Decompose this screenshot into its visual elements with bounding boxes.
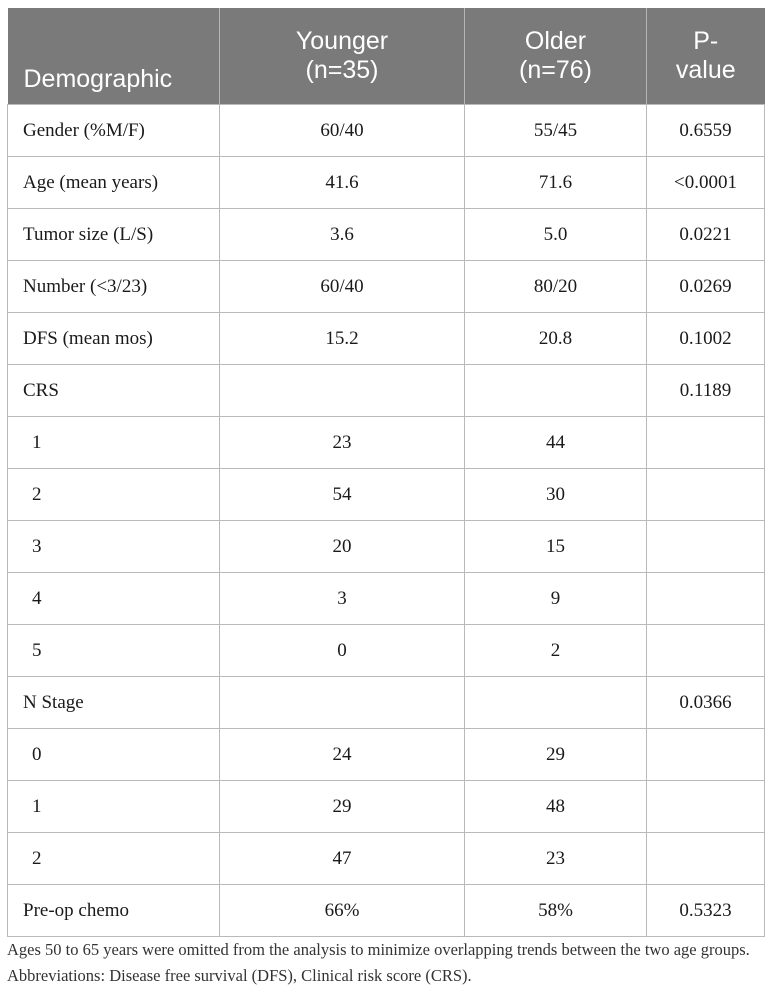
older-value-cell: 80/20: [465, 261, 647, 313]
younger-value-cell: 3: [220, 573, 465, 625]
row-label-cell: 0: [8, 729, 220, 781]
demographics-table-container: [7, 8, 764, 937]
younger-value-cell: 15.2: [220, 313, 465, 365]
younger-value-cell: 29: [220, 781, 465, 833]
table-row: [8, 521, 765, 573]
table-row: [8, 573, 765, 625]
row-label-cell: Pre-op chemo: [8, 885, 220, 937]
table-row: [8, 209, 765, 261]
younger-value-cell: 60/40: [220, 105, 465, 157]
older-value-cell: 55/45: [465, 105, 647, 157]
table-row: [8, 417, 765, 469]
header-row: [8, 8, 765, 105]
p-value-cell: <0.0001: [647, 157, 765, 209]
younger-value-cell: 41.6: [220, 157, 465, 209]
header-line: (n=76): [519, 56, 592, 84]
header-line: value: [675, 56, 736, 84]
older-value-cell: 15: [465, 521, 647, 573]
table-row: [8, 157, 765, 209]
row-label-cell: 2: [8, 833, 220, 885]
row-label-cell: CRS: [8, 365, 220, 417]
table-row: [8, 365, 765, 417]
table-footnote: Ages 50 to 65 years were omitted from the analysis to minimize overlapping trends between the two age groups. Abbreviations: Disease free survival (DFS), Clinical risk score (CRS).: [7, 940, 750, 985]
older-value-cell: 44: [465, 417, 647, 469]
p-value-cell: [647, 781, 765, 833]
row-label-cell: 1: [8, 417, 220, 469]
table-row: [8, 261, 765, 313]
p-value-cell: 0.5323: [647, 885, 765, 937]
row-label-cell: 3: [8, 521, 220, 573]
row-label-cell: Age (mean years): [8, 157, 220, 209]
table-row: [8, 729, 765, 781]
header-line: Older: [524, 27, 587, 55]
younger-value-cell: 0: [220, 625, 465, 677]
row-label-cell: Gender (%M/F): [8, 105, 220, 157]
table-row: [8, 105, 765, 157]
table-body: [8, 105, 765, 937]
row-label-cell: Number (<3/23): [8, 261, 220, 313]
p-value-cell: [647, 469, 765, 521]
table-header: [8, 8, 765, 105]
header-line: P-: [693, 27, 719, 55]
p-value-cell: 0.0221: [647, 209, 765, 261]
p-value-cell: 0.1189: [647, 365, 765, 417]
p-value-cell: [647, 573, 765, 625]
header-line: (n=35): [305, 56, 379, 84]
older-value-cell: [465, 677, 647, 729]
p-value-cell: [647, 729, 765, 781]
header-older: [465, 8, 647, 105]
table-row: [8, 833, 765, 885]
younger-value-cell: 47: [220, 833, 465, 885]
demographics-table: [7, 8, 765, 937]
header-line: Demographic: [23, 65, 173, 93]
p-value-cell: [647, 625, 765, 677]
younger-value-cell: 20: [220, 521, 465, 573]
row-label-cell: 1: [8, 781, 220, 833]
header-line: Younger: [295, 27, 389, 55]
header-p-value: [647, 8, 765, 105]
row-label-cell: N Stage: [8, 677, 220, 729]
p-value-cell: 0.6559: [647, 105, 765, 157]
row-label-cell: 4: [8, 573, 220, 625]
older-value-cell: 48: [465, 781, 647, 833]
table-row: [8, 313, 765, 365]
row-label-cell: DFS (mean mos): [8, 313, 220, 365]
p-value-cell: 0.1002: [647, 313, 765, 365]
row-label-cell: 5: [8, 625, 220, 677]
table-row: [8, 781, 765, 833]
header-demographic: [8, 8, 220, 105]
p-value-cell: [647, 417, 765, 469]
younger-value-cell: [220, 677, 465, 729]
older-value-cell: 58%: [465, 885, 647, 937]
older-value-cell: 30: [465, 469, 647, 521]
p-value-cell: 0.0269: [647, 261, 765, 313]
row-label-cell: Tumor size (L/S): [8, 209, 220, 261]
older-value-cell: 5.0: [465, 209, 647, 261]
older-value-cell: 2: [465, 625, 647, 677]
table-row: [8, 625, 765, 677]
younger-value-cell: 23: [220, 417, 465, 469]
row-label-cell: 2: [8, 469, 220, 521]
p-value-cell: [647, 521, 765, 573]
older-value-cell: 20.8: [465, 313, 647, 365]
younger-value-cell: [220, 365, 465, 417]
younger-value-cell: 24: [220, 729, 465, 781]
header-younger: [220, 8, 465, 105]
younger-value-cell: 3.6: [220, 209, 465, 261]
older-value-cell: 71.6: [465, 157, 647, 209]
table-row: [8, 885, 765, 937]
younger-value-cell: 54: [220, 469, 465, 521]
table-row: [8, 469, 765, 521]
younger-value-cell: 60/40: [220, 261, 465, 313]
p-value-cell: 0.0366: [647, 677, 765, 729]
older-value-cell: [465, 365, 647, 417]
older-value-cell: 9: [465, 573, 647, 625]
p-value-cell: [647, 833, 765, 885]
table-row: [8, 677, 765, 729]
older-value-cell: 29: [465, 729, 647, 781]
older-value-cell: 23: [465, 833, 647, 885]
younger-value-cell: 66%: [220, 885, 465, 937]
